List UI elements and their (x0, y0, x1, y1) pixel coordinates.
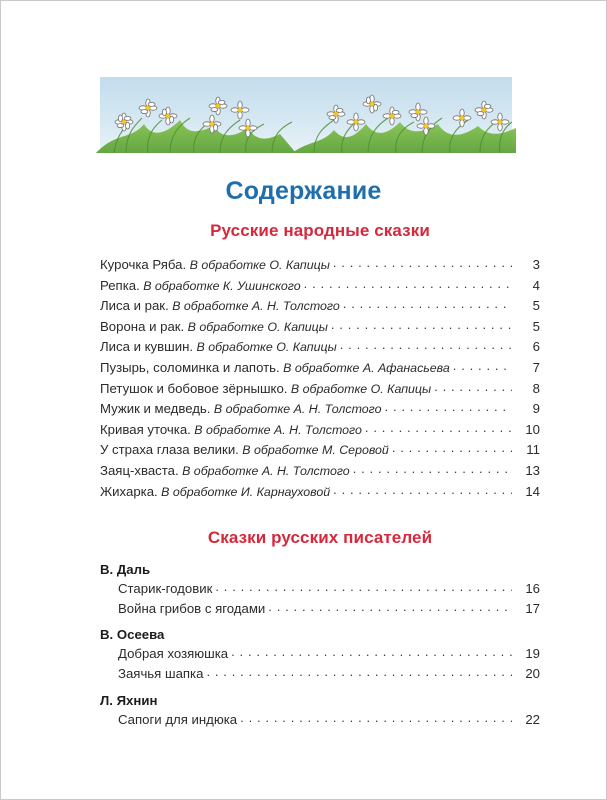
toc-entry-label (100, 399, 382, 420)
section-2-author-list (100, 562, 540, 729)
toc-entry[interactable] (100, 664, 540, 684)
toc-entry-label (100, 337, 337, 358)
toc-entry-attribution: В обработке А. Н. Толстого (178, 463, 350, 478)
toc-entry-attribution: В обработке А. Афанасьева (279, 360, 450, 375)
toc-entry[interactable] (100, 440, 540, 461)
toc-entry-attribution: В обработке А. Н. Толстого (190, 422, 362, 437)
toc-entry-title: Мужик и медведь. (100, 401, 211, 417)
toc-entry[interactable] (100, 399, 540, 420)
toc-entry[interactable] (100, 482, 540, 503)
toc-entry-page-number: 8 (532, 380, 540, 396)
toc-entry-title: У страха глаза велики. (100, 442, 239, 458)
toc-entry-attribution: В обработке М. Серовой (238, 443, 389, 458)
toc-entry-label (100, 461, 350, 482)
toc-entry-page-number: 17 (525, 600, 540, 616)
toc-entry-title: Война грибов с ягодами (118, 600, 266, 616)
toc-entry-page-number: 22 (525, 711, 540, 727)
toc-entry-label (100, 358, 450, 379)
toc-entry-title: Сапоги для индюка (118, 711, 238, 727)
section-heading-folk-tales: Русские народные сказки (210, 221, 430, 240)
toc-entry-page-number: 5 (532, 318, 540, 334)
toc-entry-page-number: 5 (532, 298, 540, 314)
toc-entry[interactable] (100, 296, 540, 317)
toc-entry-page-number: 9 (532, 401, 540, 417)
toc-entry-attribution: В обработке И. Карнауховой (157, 484, 331, 499)
dot-leader (240, 708, 512, 728)
section-2-heading-wrap (100, 528, 540, 548)
toc-entry-label (118, 710, 237, 730)
toc-entry[interactable] (100, 337, 540, 358)
toc-entry-title: Жихарка. (100, 483, 158, 499)
author-name: Л. Яхнин (100, 692, 158, 708)
dot-leader (304, 274, 512, 294)
dot-leader (333, 480, 512, 500)
author-name: В. Осеева (100, 627, 165, 643)
toc-entry-page-number: 11 (526, 442, 540, 458)
toc-entry-label (100, 440, 389, 461)
toc-entry[interactable] (100, 420, 540, 441)
dot-leader (353, 459, 512, 479)
toc-entry-attribution: В обработке О. Капицы (193, 340, 337, 355)
meadow-svg (96, 74, 516, 159)
toc-entry-title: Репка. (100, 277, 140, 293)
toc-entry[interactable] (100, 710, 540, 730)
toc-entry-page-number: 4 (532, 277, 540, 293)
dot-leader (206, 662, 512, 682)
toc-entry-label (100, 317, 328, 338)
toc-entry-page-number: 14 (525, 483, 540, 499)
toc-entry-title: Кривая уточка. (100, 421, 191, 437)
toc-entry-title: Курочка Ряба. (100, 257, 187, 272)
section-heading-russian-writers: Сказки русских писателей (207, 528, 433, 548)
section-1-entry-list (100, 255, 540, 502)
toc-entry-attribution: В обработке О. Капицы (287, 381, 432, 396)
toc-entry-page-number: 7 (532, 359, 540, 375)
toc-entry-title: Старик-годовик (118, 581, 213, 597)
toc-entry-label (100, 482, 330, 503)
toc-entry-page-number: 3 (532, 257, 540, 272)
toc-entry[interactable] (100, 276, 540, 297)
toc-entry[interactable] (100, 379, 540, 400)
dot-leader (365, 418, 512, 438)
toc-entry-label (100, 276, 301, 297)
toc-entry-label (100, 379, 431, 400)
dot-leader (231, 642, 512, 662)
toc-entry[interactable] (100, 461, 540, 482)
toc-entry-label (100, 255, 330, 276)
toc-entry-title: Петушок и бобовое зёрнышко. (100, 380, 288, 396)
toc-entry-page-number: 10 (525, 421, 540, 437)
dot-leader (331, 315, 512, 335)
page-title: Содержание (225, 177, 382, 205)
author-entry-list (100, 644, 540, 683)
dot-leader (268, 597, 512, 617)
toc-entry[interactable] (100, 255, 540, 276)
dot-leader (385, 397, 512, 417)
toc-entry-label (118, 579, 212, 599)
toc-entry-title: Лиса и кувшин. (100, 339, 194, 355)
author-name: В. Даль (100, 562, 151, 578)
toc-entry-title: Лиса и рак. (100, 298, 169, 314)
toc-entry[interactable] (100, 599, 540, 619)
author-entry-list (100, 710, 540, 730)
toc-entry-title: Заячья шапка (118, 665, 204, 681)
toc-entry-page-number: 6 (532, 339, 540, 355)
toc-entry-title: Добрая хозяюшка (118, 646, 229, 662)
dot-leader (453, 356, 512, 376)
toc-entry[interactable] (100, 317, 540, 338)
toc-entry-page-number: 19 (525, 646, 540, 662)
section-1-heading-wrap (100, 221, 540, 241)
toc-entry-label (118, 664, 203, 684)
toc-entry-label (100, 296, 340, 317)
dot-leader (215, 577, 512, 597)
toc-entry-attribution: В обработке О. Капицы (184, 319, 328, 334)
toc-entry-label (100, 420, 362, 441)
toc-entry-attribution: В обработке О. Капицы (186, 258, 330, 272)
dot-leader (392, 438, 512, 458)
daisies-meadow-illustration (96, 74, 516, 159)
toc-entry-title: Заяц-хваста. (100, 462, 179, 478)
toc-entry-attribution: В обработке А. Н. Толстого (168, 299, 340, 314)
author-entry-list (100, 579, 540, 618)
toc-entry-label (118, 599, 265, 619)
dot-leader (340, 335, 512, 355)
dot-leader (333, 253, 512, 273)
toc-entry-page-number: 20 (525, 665, 540, 681)
toc-entry-attribution: В обработке А. Н. Толстого (210, 402, 382, 417)
toc-entry[interactable] (100, 358, 540, 379)
table-of-contents (100, 221, 540, 729)
toc-entry-title: Ворона и рак. (100, 318, 185, 334)
toc-entry-attribution: В обработке К. Ушинского (139, 278, 301, 293)
dot-leader (434, 377, 512, 397)
dot-leader (343, 294, 512, 314)
toc-entry-title: Пузырь, соломинка и лапоть. (100, 359, 280, 375)
toc-entry-page-number: 13 (525, 462, 540, 478)
toc-entry-page-number: 16 (525, 581, 540, 597)
